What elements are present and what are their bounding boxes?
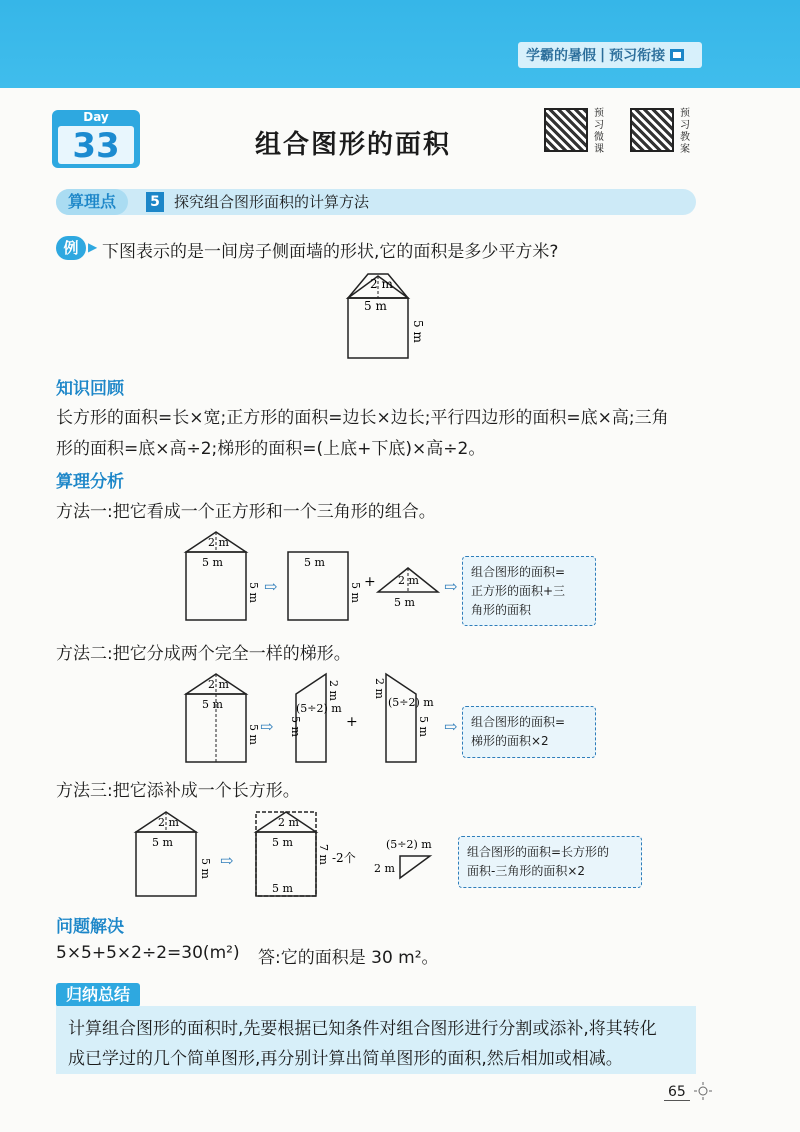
qr-code-preview-plan[interactable] [630,108,674,152]
series-tab [518,42,702,68]
plus-sign: + [346,714,358,730]
label-5m-side: 5 m [417,716,430,737]
series-separator: | [600,47,606,63]
label-5m-side: 5 m [349,582,362,603]
method-2-text: 方法二:把它分成两个完全一样的梯形。 [56,644,351,664]
note-method-1 [462,556,596,626]
sun-icon [694,1082,712,1100]
label-half: (5÷2) m [388,696,434,709]
note-line: 组合图形的面积= [471,715,566,729]
solution-equation: 5×5+5×2÷2=30(m²) [56,943,240,963]
label-2m: 2 m [373,678,386,699]
label-height-2m: 2 m [370,277,393,291]
day-badge [52,110,140,168]
note-line: 面积-三角形的面积×2 [467,864,586,878]
label-7m: 7 m [317,844,330,865]
house-figure-main [330,270,440,362]
label-5m-side: 5 m [247,724,260,745]
arrow-icon: ⇨ [264,577,278,596]
section-head: 算理点 [56,189,128,215]
arrow-icon: ⇨ [220,851,234,870]
label-2m: 2 m [208,678,229,691]
note-line: 角形的面积 [471,603,532,617]
arrow-icon: ⇨ [444,717,458,736]
qr-label-preview-plan: 预习教案 [680,108,690,155]
note-line: 组合图形的面积=长方形的 [467,845,610,859]
series-name: 学霸的暑假 [526,48,596,64]
note-method-3 [458,836,642,888]
analysis-heading: 算理分析 [56,472,124,492]
triangle-arrow-icon: ▶ [88,240,98,254]
qr-code-preview-lesson[interactable] [544,108,588,152]
label-5m-side: 5 m [247,582,260,603]
summary-heading: 归纳总结 [56,983,140,1007]
page-title: 组合图形的面积 [255,130,452,160]
label-2m: 2 m [374,862,395,875]
label-half: (5÷2) m [296,702,342,715]
label-5m: 5 m [304,556,325,569]
method-3-text: 方法三:把它添补成一个长方形。 [56,781,300,801]
label-5m-side: 5 m [289,716,302,737]
solution-answer: 答:它的面积是 30 m²。 [258,948,439,968]
method-3-figures [130,806,460,902]
example-question: 下图表示的是一间房子侧面墙的形状,它的面积是多少平方米? [102,242,559,262]
label-5m-bottom: 5 m [272,882,293,895]
label-5m: 5 m [202,556,223,569]
note-line: 梯形的面积×2 [471,734,549,748]
knowledge-line-1: 长方形的面积=长×宽;正方形的面积=边长×边长;平行四边形的面积=底×高;三角 [56,408,669,428]
summary-line-2: 成已学过的几个简单图形,再分别计算出简单图形的面积,然后相加或相减。 [68,1049,623,1069]
label-2m: 2 m [278,816,299,829]
arrow-icon: ⇨ [444,577,458,596]
note-line: 组合图形的面积= [471,565,566,579]
label-2m: 2 m [208,536,229,549]
book-icon [669,48,685,62]
section-number: 5 [146,192,164,212]
day-number: 33 [58,126,134,164]
summary-line-1: 计算组合图形的面积时,先要根据已知条件对组合图形进行分割或添补,将其转化 [68,1019,657,1039]
arrow-icon: ⇨ [260,717,274,736]
label-width-5m: 5 m [364,299,387,313]
label-5m: 5 m [152,836,173,849]
summary-box [56,1006,696,1074]
series-subtitle: 预习衔接 [609,48,666,64]
plus-sign: + [364,574,376,590]
section-text: 探究组合图形面积的计算方法 [174,193,370,211]
example-badge: 例 [56,236,86,260]
day-label: Day [83,110,109,124]
label-side-5m: 5 m [411,320,425,343]
label-5m-side: 5 m [199,858,212,879]
section-bar [56,189,696,215]
label-half: (5÷2) m [386,838,432,851]
note-line: 正方形的面积+三 [471,584,566,598]
label-2m: 2 m [327,680,340,701]
page-number: 65 [664,1084,690,1101]
note-method-2 [462,706,596,758]
label-5m: 5 m [202,698,223,711]
solution-heading: 问题解决 [56,917,124,937]
minus-two-label: -2个 [332,851,356,865]
label-2m: 2 m [158,816,179,829]
label-5m: 5 m [272,836,293,849]
label-5m: 5 m [394,596,415,609]
method-1-text: 方法一:把它看成一个正方形和一个三角形的组合。 [56,502,436,522]
knowledge-heading: 知识回顾 [56,379,124,399]
label-2m: 2 m [398,574,419,587]
knowledge-line-2: 形的面积=底×高÷2;梯形的面积=(上底+下底)×高÷2。 [56,439,486,459]
qr-label-preview-lesson: 预习微课 [594,108,604,155]
